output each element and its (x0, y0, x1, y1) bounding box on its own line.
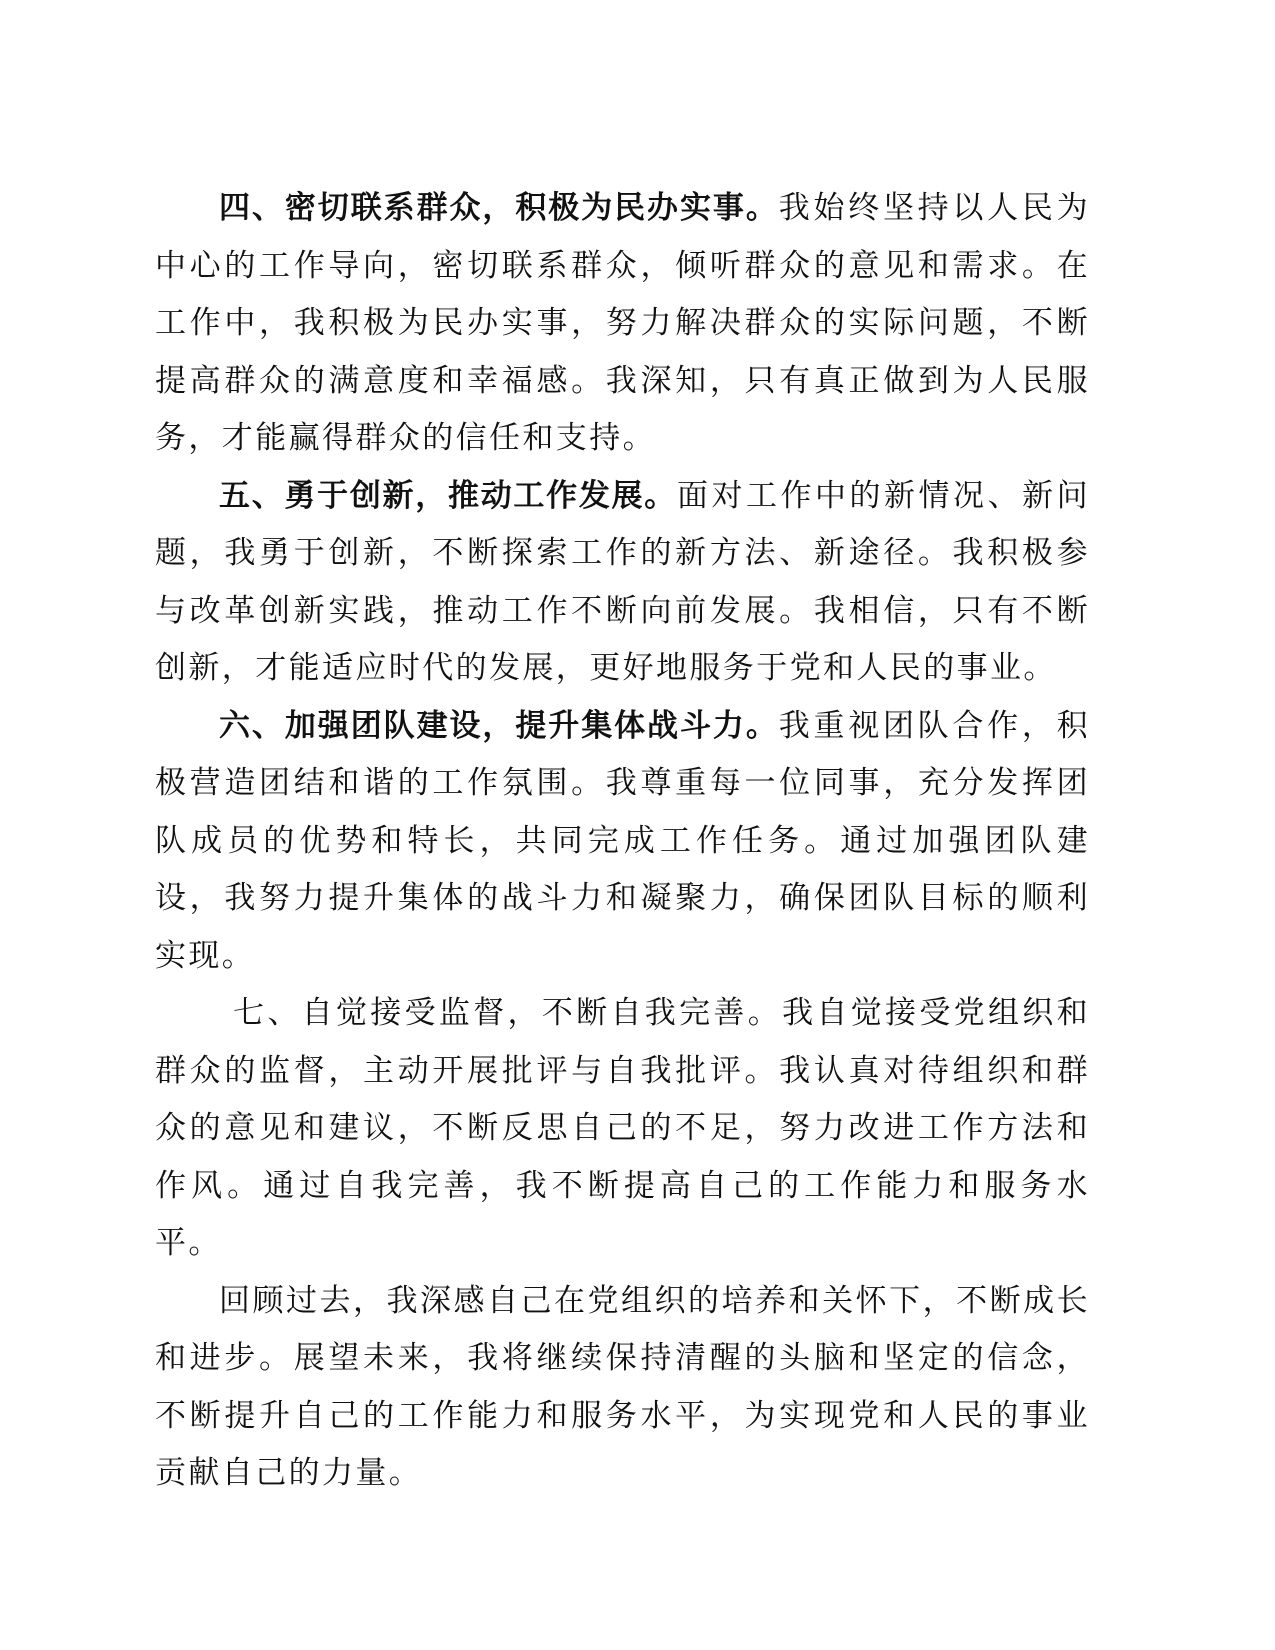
paragraph-supervision (155, 985, 1090, 1273)
paragraph-text: 面对工作中的新情况、新问题，我勇于创新，不断探索工作的新方法、新途径。我积极参与改革创新实践，推动工作不断向前发展。我相信，只有不断创新，才能适应时代的发展，更好地服务于党和人民的事业。 (155, 477, 1090, 686)
paragraph-text: 我自觉接受党组织和群众的监督，主动开展批评与自我批评。我认真对待组织和群众的意见和建议，不断反思自己的不足，努力改进工作方法和作风。通过自我完善，我不断提高自己的工作能力和服务水平。 (155, 995, 1090, 1261)
paragraph-text: 回顾过去，我深感自己在党组织的培养和关怀下，不断成长和进步。展望未来，我将继续保持清醒的头脑和坚定的信念，不断提升自己的工作能力和服务水平，为实现党和人民的事业贡献自己的力量。 (155, 1282, 1090, 1491)
paragraph-team-building (155, 698, 1090, 986)
paragraph-conclusion (155, 1273, 1090, 1503)
paragraph-heading: 四、密切联系群众，积极为民办实事。 (219, 190, 779, 226)
paragraph-contact-masses (155, 180, 1090, 468)
paragraph-heading: 五、勇于创新，推动工作发展。 (219, 477, 677, 514)
paragraph-heading: 七、自觉接受监督，不断自我完善。 (233, 995, 783, 1031)
paragraph-text: 我重视团队合作，积极营造团结和谐的工作氛围。我尊重每一位同事，充分发挥团队成员的优势和特长，共同完成工作任务。通过加强团队建设，我努力提升集体的战斗力和凝聚力，确保团队目标的顺利实现。 (155, 707, 1090, 974)
paragraph-heading: 六、加强团队建设，提升集体战斗力。 (219, 707, 779, 744)
paragraph-innovation (155, 468, 1090, 698)
paragraph-text: 我始终坚持以人民为中心的工作导向，密切联系群众，倾听群众的意见和需求。在工作中，我积极为民办实事，努力解决群众的实际问题，不断提高群众的满意度和幸福感。我深知，只有真正做到为人民服务，才能赢得群众的信任和支持。 (155, 190, 1090, 456)
document-body (155, 180, 1090, 1503)
